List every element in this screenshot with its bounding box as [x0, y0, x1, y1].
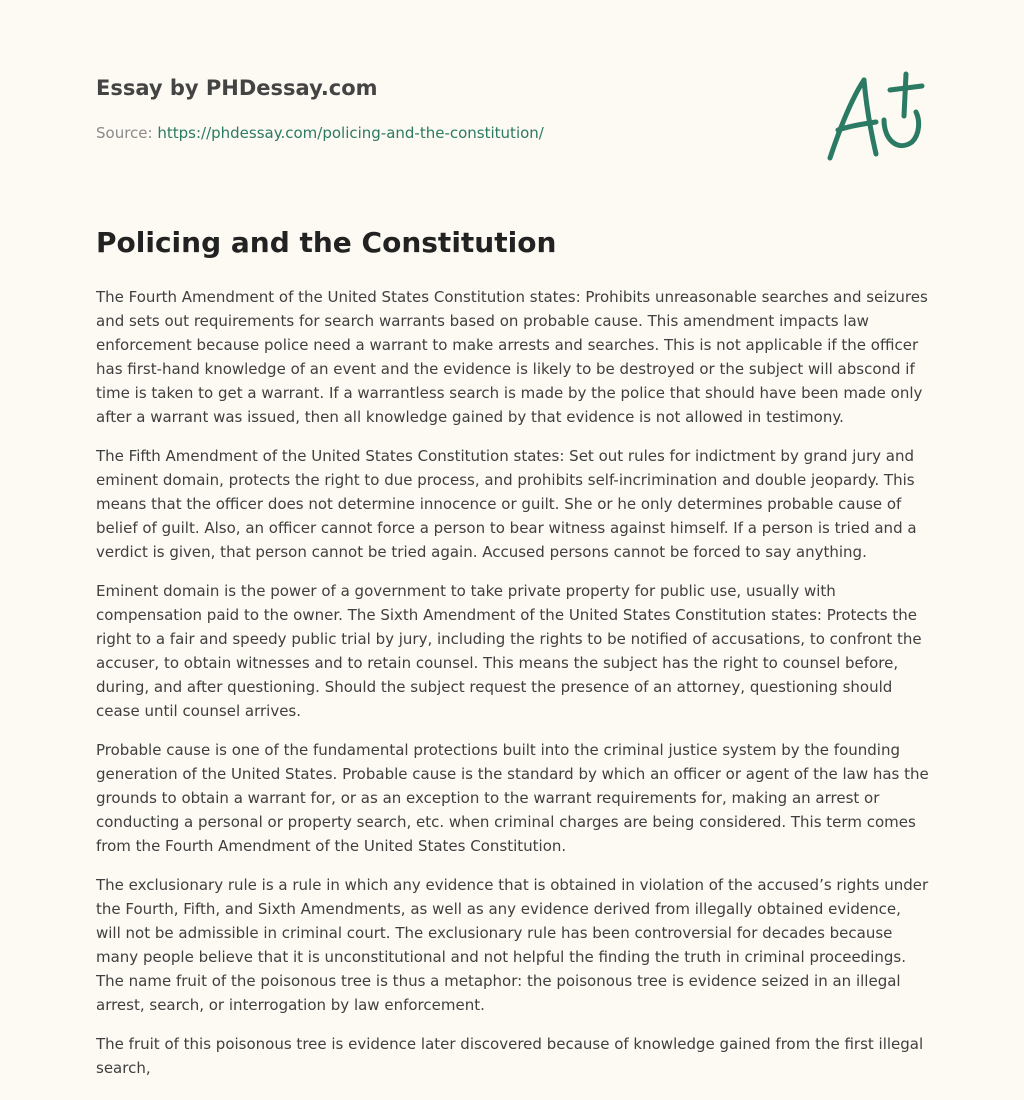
source-line	[96, 124, 544, 142]
essay-title: Policing and the Constitution	[96, 226, 557, 259]
essay-body	[96, 285, 930, 1095]
a-plus-logo-icon	[820, 68, 930, 168]
essay-paragraph: Eminent domain is the power of a government to take private property for public use, usually with compensation paid to the owner. The Sixth Amendment of the United States Constitution states: Protects the right to a fair and speedy public trial by jury, including the rights to be notified of accusations, to confront the accuser, to obtain witnesses and to retain counsel. This means the subject has the right to counsel before, during, and after questioning. Should the subject request the presence of an attorney, questioning should cease until counsel arrives.	[96, 582, 922, 720]
essay-paragraph: Probable cause is one of the fundamental protections built into the criminal justice system by the founding generation of the United States. Probable cause is the standard by which an officer or agent of the law has the grounds to obtain a warrant for, or as an exception to the warrant requirements for, making an arrest or conducting a personal or property search, etc. when criminal charges are being considered. This term comes from the Fourth Amendment of the United States Constitution.	[96, 741, 929, 855]
essay-paragraph: The Fourth Amendment of the United States Constitution states: Prohibits unreasonable searches and seizures and sets out requirements for search warrants based on probable cause. This amendment impacts law enforcement because police need a warrant to make arrests and searches. This is not applicable if the officer has first-hand knowledge of an event and the evidence is likely to be destroyed or the subject will abscond if time is taken to get a warrant. If a warrantless search is made by the police that should have been made only after a warrant was issued, then all knowledge gained by that evidence is not allowed in testimony.	[96, 288, 928, 426]
essay-paragraph: The Fifth Amendment of the United States Constitution states: Set out rules for indictment by grand jury and eminent domain, protects the right to due process, and prohibits self-incrimination and double jeopardy. This means that the officer does not determine innocence or guilt. She or he only determines probable cause of belief of guilt. Also, an officer cannot force a person to bear witness against himself. If a person is tried and a verdict is given, that person cannot be tried again. Accused persons cannot be forced to say anything.	[96, 447, 917, 561]
essay-paragraph: The fruit of this poisonous tree is evidence later discovered because of knowledge gained from the first illegal search,	[96, 1035, 924, 1077]
site-title: Essay by PHDessay.com	[96, 76, 378, 100]
essay-paragraph: The exclusionary rule is a rule in which any evidence that is obtained in violation of the accused’s rights under the Fourth, Fifth, and Sixth Amendments, as well as any evidence derived from illegally obtained evidence, will not be admissible in criminal court. The exclusionary rule has been controversial for decades because many people believe that it is unconstitutional and not helpful the finding the truth in criminal proceedings. The name fruit of the poisonous tree is thus a metaphor: the poisonous tree is evidence seized in an illegal arrest, search, or interrogation by law enforcement.	[96, 876, 929, 1014]
source-link[interactable]: https://phdessay.com/policing-and-the-constitution/	[157, 124, 544, 142]
source-label: Source:	[96, 124, 153, 142]
